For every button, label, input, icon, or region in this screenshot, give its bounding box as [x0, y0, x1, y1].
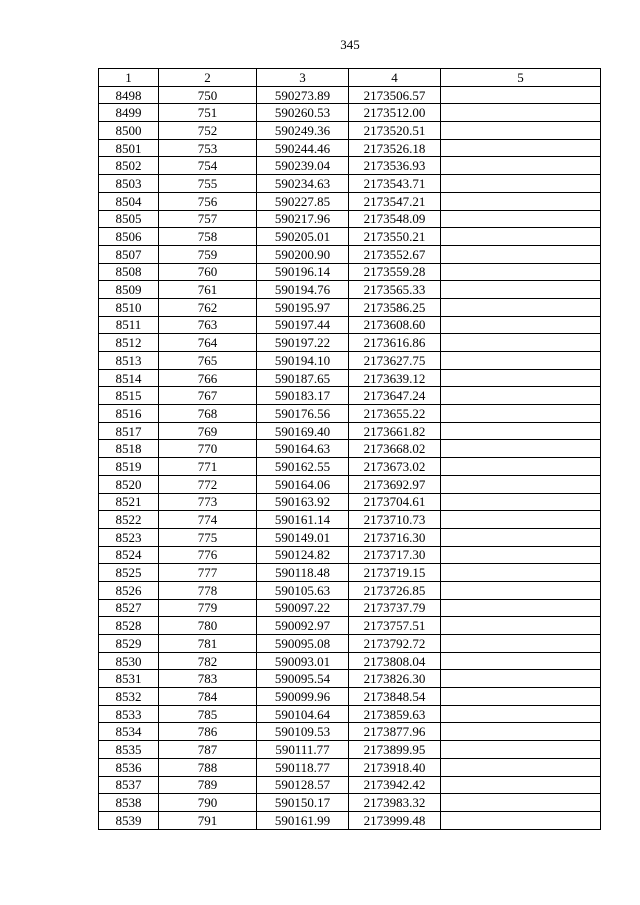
note-cell — [441, 723, 601, 741]
y-coordinate-cell: 2173520.51 — [349, 122, 441, 140]
point-number-cell: 781 — [159, 635, 257, 653]
point-number-cell: 786 — [159, 723, 257, 741]
x-coordinate-cell: 590169.40 — [257, 422, 349, 440]
table-row — [99, 458, 601, 476]
row-number-cell: 8525 — [99, 564, 159, 582]
point-number-cell: 779 — [159, 599, 257, 617]
row-number-cell: 8521 — [99, 493, 159, 511]
point-number-cell: 755 — [159, 175, 257, 193]
note-cell — [441, 122, 601, 140]
row-number-cell: 8528 — [99, 617, 159, 635]
table-row — [99, 758, 601, 776]
table-row — [99, 316, 601, 334]
y-coordinate-cell: 2173559.28 — [349, 263, 441, 281]
point-number-cell: 764 — [159, 334, 257, 352]
note-cell — [441, 316, 601, 334]
table-row — [99, 440, 601, 458]
x-coordinate-cell: 590260.53 — [257, 104, 349, 122]
table-row — [99, 652, 601, 670]
note-cell — [441, 281, 601, 299]
point-number-cell: 776 — [159, 546, 257, 564]
point-number-cell: 785 — [159, 705, 257, 723]
table-body — [99, 86, 601, 829]
table-row — [99, 528, 601, 546]
point-number-cell: 763 — [159, 316, 257, 334]
note-cell — [441, 422, 601, 440]
row-number-cell: 8520 — [99, 475, 159, 493]
table-row — [99, 741, 601, 759]
row-number-cell: 8530 — [99, 652, 159, 670]
y-coordinate-cell: 2173655.22 — [349, 405, 441, 423]
x-coordinate-cell: 590149.01 — [257, 528, 349, 546]
table-row — [99, 546, 601, 564]
table-row — [99, 688, 601, 706]
row-number-cell: 8500 — [99, 122, 159, 140]
y-coordinate-cell: 2173859.63 — [349, 705, 441, 723]
row-number-cell: 8524 — [99, 546, 159, 564]
y-coordinate-cell: 2173565.33 — [349, 281, 441, 299]
y-coordinate-cell: 2173717.30 — [349, 546, 441, 564]
note-cell — [441, 564, 601, 582]
table-row — [99, 581, 601, 599]
row-number-cell: 8523 — [99, 528, 159, 546]
table-row — [99, 635, 601, 653]
y-coordinate-cell: 2173999.48 — [349, 811, 441, 829]
note-cell — [441, 210, 601, 228]
note-cell — [441, 705, 601, 723]
table-row — [99, 104, 601, 122]
y-coordinate-cell: 2173661.82 — [349, 422, 441, 440]
x-coordinate-cell: 590195.97 — [257, 298, 349, 316]
table-row — [99, 139, 601, 157]
point-number-cell: 787 — [159, 741, 257, 759]
x-coordinate-cell: 590095.08 — [257, 635, 349, 653]
table-row — [99, 192, 601, 210]
y-coordinate-cell: 2173550.21 — [349, 228, 441, 246]
point-number-cell: 783 — [159, 670, 257, 688]
x-coordinate-cell: 590196.14 — [257, 263, 349, 281]
point-number-cell: 770 — [159, 440, 257, 458]
x-coordinate-cell: 590109.53 — [257, 723, 349, 741]
row-number-cell: 8536 — [99, 758, 159, 776]
row-number-cell: 8512 — [99, 334, 159, 352]
point-number-cell: 759 — [159, 245, 257, 263]
table-row — [99, 210, 601, 228]
y-coordinate-cell: 2173710.73 — [349, 511, 441, 529]
table-row — [99, 422, 601, 440]
x-coordinate-cell: 590205.01 — [257, 228, 349, 246]
row-number-cell: 8502 — [99, 157, 159, 175]
point-number-cell: 760 — [159, 263, 257, 281]
x-coordinate-cell: 590128.57 — [257, 776, 349, 794]
point-number-cell: 775 — [159, 528, 257, 546]
y-coordinate-cell: 2173506.57 — [349, 86, 441, 104]
note-cell — [441, 245, 601, 263]
row-number-cell: 8513 — [99, 352, 159, 370]
note-cell — [441, 175, 601, 193]
row-number-cell: 8506 — [99, 228, 159, 246]
row-number-cell: 8529 — [99, 635, 159, 653]
point-number-cell: 782 — [159, 652, 257, 670]
x-coordinate-cell: 590194.10 — [257, 352, 349, 370]
note-cell — [441, 440, 601, 458]
row-number-cell: 8533 — [99, 705, 159, 723]
note-cell — [441, 493, 601, 511]
note-cell — [441, 228, 601, 246]
row-number-cell: 8514 — [99, 369, 159, 387]
page-number: 345 — [340, 37, 360, 52]
y-coordinate-cell: 2173586.25 — [349, 298, 441, 316]
row-number-cell: 8517 — [99, 422, 159, 440]
point-number-cell: 773 — [159, 493, 257, 511]
note-cell — [441, 581, 601, 599]
y-coordinate-cell: 2173716.30 — [349, 528, 441, 546]
x-coordinate-cell: 590249.36 — [257, 122, 349, 140]
x-coordinate-cell: 590200.90 — [257, 245, 349, 263]
row-number-cell: 8504 — [99, 192, 159, 210]
column-header-4: 4 — [349, 69, 441, 87]
row-number-cell: 8509 — [99, 281, 159, 299]
x-coordinate-cell: 590161.99 — [257, 811, 349, 829]
table-row — [99, 157, 601, 175]
x-coordinate-cell: 590093.01 — [257, 652, 349, 670]
point-number-cell: 757 — [159, 210, 257, 228]
y-coordinate-cell: 2173877.96 — [349, 723, 441, 741]
note-cell — [441, 298, 601, 316]
note-cell — [441, 157, 601, 175]
point-number-cell: 769 — [159, 422, 257, 440]
x-coordinate-cell: 590164.63 — [257, 440, 349, 458]
table-row — [99, 794, 601, 812]
table-row — [99, 228, 601, 246]
point-number-cell: 768 — [159, 405, 257, 423]
point-number-cell: 765 — [159, 352, 257, 370]
y-coordinate-cell: 2173757.51 — [349, 617, 441, 635]
y-coordinate-cell: 2173826.30 — [349, 670, 441, 688]
x-coordinate-cell: 590162.55 — [257, 458, 349, 476]
note-cell — [441, 776, 601, 794]
point-number-cell: 767 — [159, 387, 257, 405]
y-coordinate-cell: 2173543.71 — [349, 175, 441, 193]
y-coordinate-cell: 2173673.02 — [349, 458, 441, 476]
note-cell — [441, 688, 601, 706]
column-header-1: 1 — [99, 69, 159, 87]
y-coordinate-cell: 2173647.24 — [349, 387, 441, 405]
table-row — [99, 564, 601, 582]
y-coordinate-cell: 2173627.75 — [349, 352, 441, 370]
y-coordinate-cell: 2173848.54 — [349, 688, 441, 706]
x-coordinate-cell: 590095.54 — [257, 670, 349, 688]
y-coordinate-cell: 2173719.15 — [349, 564, 441, 582]
note-cell — [441, 794, 601, 812]
x-coordinate-cell: 590234.63 — [257, 175, 349, 193]
coordinates-table — [98, 68, 601, 830]
point-number-cell: 750 — [159, 86, 257, 104]
note-cell — [441, 599, 601, 617]
y-coordinate-cell: 2173608.60 — [349, 316, 441, 334]
note-cell — [441, 104, 601, 122]
note-cell — [441, 263, 601, 281]
point-number-cell: 789 — [159, 776, 257, 794]
table-row — [99, 86, 601, 104]
point-number-cell: 778 — [159, 581, 257, 599]
x-coordinate-cell: 590163.92 — [257, 493, 349, 511]
note-cell — [441, 635, 601, 653]
row-number-cell: 8510 — [99, 298, 159, 316]
x-coordinate-cell: 590194.76 — [257, 281, 349, 299]
x-coordinate-cell: 590183.17 — [257, 387, 349, 405]
y-coordinate-cell: 2173512.00 — [349, 104, 441, 122]
y-coordinate-cell: 2173726.85 — [349, 581, 441, 599]
row-number-cell: 8511 — [99, 316, 159, 334]
x-coordinate-cell: 590197.44 — [257, 316, 349, 334]
table-row — [99, 705, 601, 723]
table-row — [99, 405, 601, 423]
row-number-cell: 8499 — [99, 104, 159, 122]
table-row — [99, 298, 601, 316]
x-coordinate-cell: 590197.22 — [257, 334, 349, 352]
point-number-cell: 754 — [159, 157, 257, 175]
x-coordinate-cell: 590227.85 — [257, 192, 349, 210]
table-row — [99, 263, 601, 281]
row-number-cell: 8522 — [99, 511, 159, 529]
note-cell — [441, 369, 601, 387]
row-number-cell: 8519 — [99, 458, 159, 476]
note-cell — [441, 475, 601, 493]
row-number-cell: 8508 — [99, 263, 159, 281]
x-coordinate-cell: 590150.17 — [257, 794, 349, 812]
point-number-cell: 761 — [159, 281, 257, 299]
row-number-cell: 8516 — [99, 405, 159, 423]
row-number-cell: 8498 — [99, 86, 159, 104]
x-coordinate-cell: 590161.14 — [257, 511, 349, 529]
table-row — [99, 493, 601, 511]
y-coordinate-cell: 2173526.18 — [349, 139, 441, 157]
x-coordinate-cell: 590273.89 — [257, 86, 349, 104]
note-cell — [441, 352, 601, 370]
table-row — [99, 511, 601, 529]
row-number-cell: 8532 — [99, 688, 159, 706]
point-number-cell: 784 — [159, 688, 257, 706]
row-number-cell: 8539 — [99, 811, 159, 829]
x-coordinate-cell: 590104.64 — [257, 705, 349, 723]
point-number-cell: 788 — [159, 758, 257, 776]
x-coordinate-cell: 590118.48 — [257, 564, 349, 582]
row-number-cell: 8518 — [99, 440, 159, 458]
table-row — [99, 281, 601, 299]
x-coordinate-cell: 590097.22 — [257, 599, 349, 617]
column-header-2: 2 — [159, 69, 257, 87]
x-coordinate-cell: 590099.96 — [257, 688, 349, 706]
x-coordinate-cell: 590164.06 — [257, 475, 349, 493]
table-row — [99, 617, 601, 635]
table-row — [99, 387, 601, 405]
x-coordinate-cell: 590105.63 — [257, 581, 349, 599]
x-coordinate-cell: 590111.77 — [257, 741, 349, 759]
row-number-cell: 8501 — [99, 139, 159, 157]
row-number-cell: 8526 — [99, 581, 159, 599]
y-coordinate-cell: 2173942.42 — [349, 776, 441, 794]
y-coordinate-cell: 2173536.93 — [349, 157, 441, 175]
y-coordinate-cell: 2173639.12 — [349, 369, 441, 387]
x-coordinate-cell: 590124.82 — [257, 546, 349, 564]
point-number-cell: 774 — [159, 511, 257, 529]
point-number-cell: 751 — [159, 104, 257, 122]
table-header-row — [99, 69, 601, 87]
point-number-cell: 752 — [159, 122, 257, 140]
note-cell — [441, 387, 601, 405]
point-number-cell: 756 — [159, 192, 257, 210]
note-cell — [441, 670, 601, 688]
row-number-cell: 8535 — [99, 741, 159, 759]
x-coordinate-cell: 590217.96 — [257, 210, 349, 228]
y-coordinate-cell: 2173548.09 — [349, 210, 441, 228]
note-cell — [441, 811, 601, 829]
point-number-cell: 780 — [159, 617, 257, 635]
row-number-cell: 8527 — [99, 599, 159, 617]
point-number-cell: 766 — [159, 369, 257, 387]
column-header-5: 5 — [441, 69, 601, 87]
note-cell — [441, 546, 601, 564]
point-number-cell: 758 — [159, 228, 257, 246]
row-number-cell: 8505 — [99, 210, 159, 228]
point-number-cell: 791 — [159, 811, 257, 829]
note-cell — [441, 511, 601, 529]
note-cell — [441, 652, 601, 670]
point-number-cell: 753 — [159, 139, 257, 157]
table-row — [99, 122, 601, 140]
row-number-cell: 8515 — [99, 387, 159, 405]
note-cell — [441, 758, 601, 776]
row-number-cell: 8503 — [99, 175, 159, 193]
y-coordinate-cell: 2173918.40 — [349, 758, 441, 776]
y-coordinate-cell: 2173547.21 — [349, 192, 441, 210]
table-row — [99, 670, 601, 688]
x-coordinate-cell: 590092.97 — [257, 617, 349, 635]
table-row — [99, 369, 601, 387]
point-number-cell: 777 — [159, 564, 257, 582]
note-cell — [441, 528, 601, 546]
table-row — [99, 811, 601, 829]
table-row — [99, 245, 601, 263]
point-number-cell: 790 — [159, 794, 257, 812]
y-coordinate-cell: 2173737.79 — [349, 599, 441, 617]
table-row — [99, 723, 601, 741]
table-row — [99, 599, 601, 617]
row-number-cell: 8537 — [99, 776, 159, 794]
table-row — [99, 175, 601, 193]
y-coordinate-cell: 2173668.02 — [349, 440, 441, 458]
row-number-cell: 8507 — [99, 245, 159, 263]
row-number-cell: 8538 — [99, 794, 159, 812]
table-row — [99, 776, 601, 794]
note-cell — [441, 405, 601, 423]
note-cell — [441, 139, 601, 157]
y-coordinate-cell: 2173899.95 — [349, 741, 441, 759]
note-cell — [441, 458, 601, 476]
note-cell — [441, 617, 601, 635]
table-row — [99, 334, 601, 352]
note-cell — [441, 741, 601, 759]
y-coordinate-cell: 2173552.67 — [349, 245, 441, 263]
y-coordinate-cell: 2173692.97 — [349, 475, 441, 493]
note-cell — [441, 334, 601, 352]
table-row — [99, 352, 601, 370]
column-header-3: 3 — [257, 69, 349, 87]
x-coordinate-cell: 590118.77 — [257, 758, 349, 776]
y-coordinate-cell: 2173808.04 — [349, 652, 441, 670]
point-number-cell: 771 — [159, 458, 257, 476]
y-coordinate-cell: 2173616.86 — [349, 334, 441, 352]
y-coordinate-cell: 2173983.32 — [349, 794, 441, 812]
x-coordinate-cell: 590244.46 — [257, 139, 349, 157]
point-number-cell: 762 — [159, 298, 257, 316]
x-coordinate-cell: 590239.04 — [257, 157, 349, 175]
x-coordinate-cell: 590187.65 — [257, 369, 349, 387]
row-number-cell: 8531 — [99, 670, 159, 688]
x-coordinate-cell: 590176.56 — [257, 405, 349, 423]
point-number-cell: 772 — [159, 475, 257, 493]
y-coordinate-cell: 2173792.72 — [349, 635, 441, 653]
table-row — [99, 475, 601, 493]
y-coordinate-cell: 2173704.61 — [349, 493, 441, 511]
row-number-cell: 8534 — [99, 723, 159, 741]
note-cell — [441, 86, 601, 104]
note-cell — [441, 192, 601, 210]
